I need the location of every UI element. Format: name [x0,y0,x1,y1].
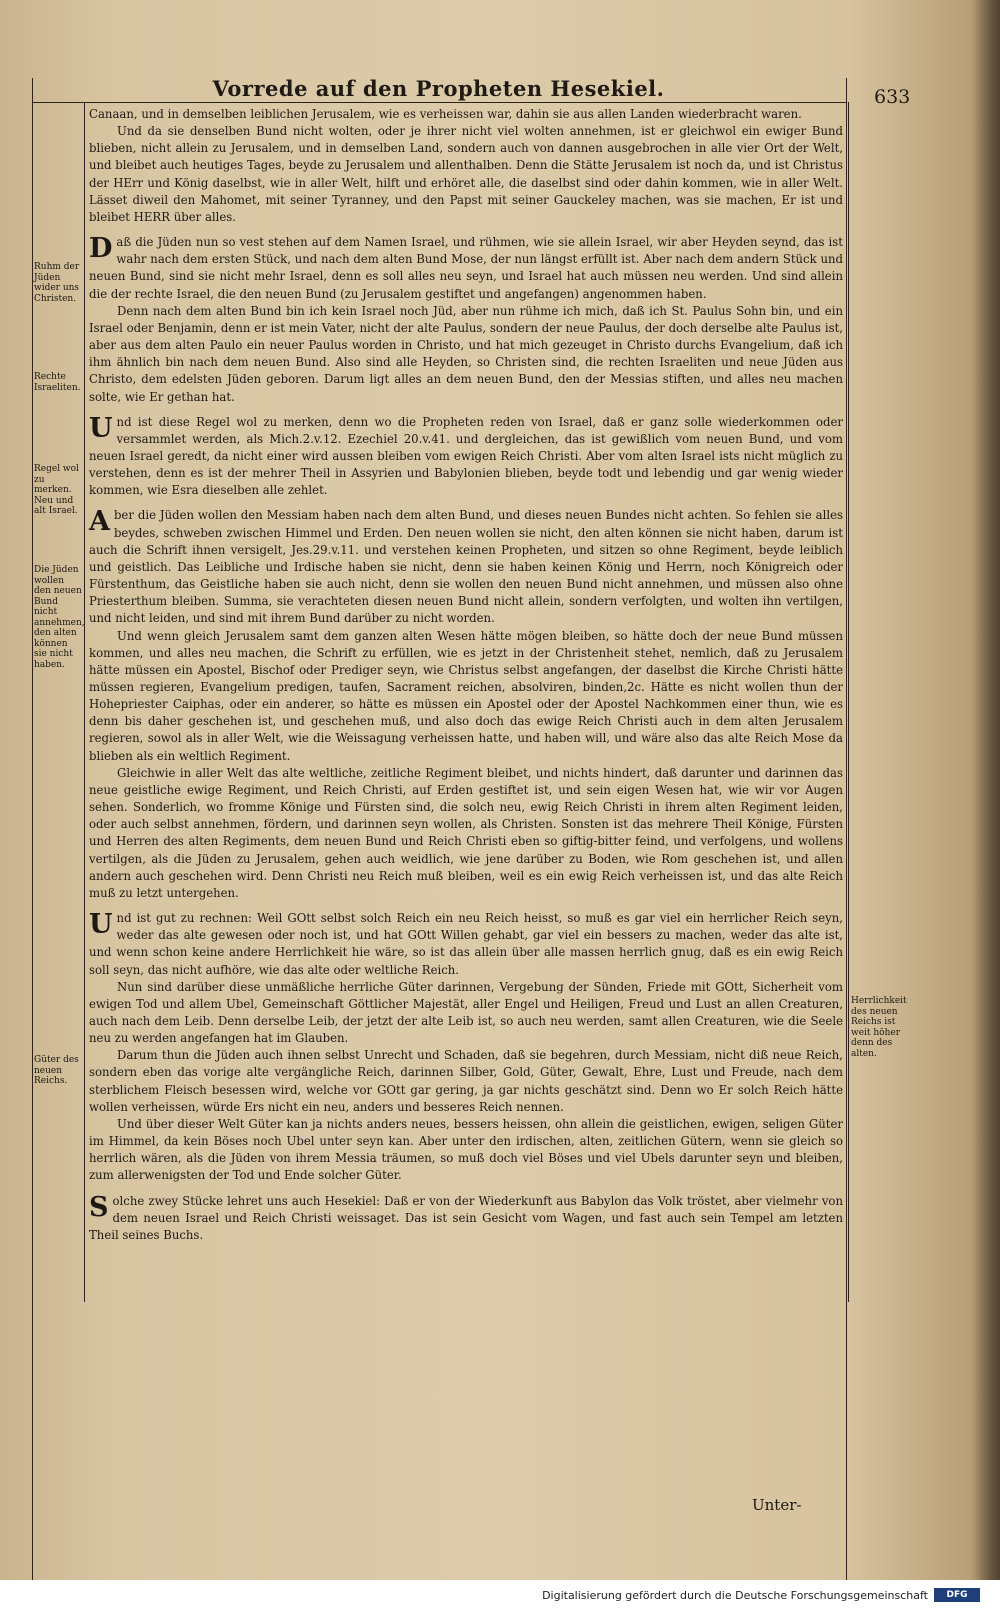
running-head: Vorrede auf den Propheten Hesekiel. [212,76,665,101]
paragraph: Aber die Jüden wollen den Messiam haben nach dem alten Bund, und dieses neuen Bundes nicht achten. So fehlen sie alles beydes, schweben zwischen Himmel und Erden. Den neuen wollen sie nicht, den alten können sie nicht haben, darum ist auch die Schrift ihnen versigelt, Jes.29.v.11. und verstehen keinen Propheten, und sitzen so ohne Regiment, beyde leiblich und geistlich. Das Leibliche und Irdische haben sie nicht, denn sie haben keinen König und Herrn, noch Königreich oder Fürstenthum, das Geistliche haben sie auch nicht, denn sie wollen den neuen Bund nicht annehmen, und müssen also ohne Priesterthum bleiben. Summa, sie verachteten diesen neuen Bund nicht allein, sondern verfolgten, und wolten ihn vertilgen, und nicht leiden, und sind mit ihrem Bund darüber zu nicht worden. [89,506,843,626]
dfg-logo-label: DFG [946,1590,968,1600]
paragraph: Und wenn gleich Jerusalem samt dem ganzen alten Wesen hätte mögen bleiben, so hätte doch der neue Bund müssen kommen, und alles neu machen, die Schrift zu erfüllen, wie es jetzt in der Christenheit stehet, nemlich, daß zu Jerusalem hätte müssen ein Apostel, Bischof oder Prediger seyn, wie Christus selbst angefangen, der daselbst die Kirche Christi hätte müssen regieren, Evangelium predigen, taufen, Sacrament reichen, absolviren, binden,2c. Hätte es nicht wollen thun der Hohepriester Caiphas, oder ein anderer, so hätte es müssen ein Apostel oder der Apostel Nachkommen einer thun, wie es denn bis daher geschehen ist, und geschehen muß, und also doch das ewige Reich Christi auch in dem alten Jerusalem regieren, sowol als in aller Welt, wie die Weissagung verheissen hatte, und haben will, und wäre also das alte Reich Mose da blieben als ein weltlich Regiment. [89,628,843,763]
paragraph: Und ist diese Regel wol zu merken, denn wo die Propheten reden von Israel, daß er ganz solle wiederkommen oder versammlet werden, als Mich.2.v.12. Ezechiel 20.v.41. und dergleichen, das ist gewißlich vom neuen Bund, und vom neuen Israel geredt, da nicht einer wird aussen bleiben vom ewigen Reich Christi. Aber vom alten Israel ists nicht müglich zu verstehen, denn es ist der mehrer Theil in Assyrien und Babylonien blieben, beyde todt und lebendig und gar wenig wieder kommen, wie Esra dieselben alle zehlet. [89,412,843,498]
digitization-footer [0,1580,1000,1609]
paragraph: Und da sie denselben Bund nicht wolten, oder je ihrer nicht viel wolten annehmen, ist er gleichwol ein ewiger Bund blieben, nicht allein zu Jerusalem, und in demselben Land, sondern auch von dannen ausgebrochen in alle vier Ort der Welt, und bleibet auch heutiges Tages, beyde zu Jerusalem und allenthalben. Denn die Stätte Jerusalem ist noch da, und ist Christus der HErr und König daselbst, wie in aller Welt, hilft und erhöret alle, die daselbst sind oder dahin kommen, wie in aller Welt. Lässet diweil den Mahomet, mit seiner Tyranney, und den Papst mit seiner Gauckeley machen, was sie machen, Er ist und bleibet HERR über alles. [89,124,843,224]
margin-note-right: Herrlichkeit des neuen Reichs ist weit höher denn des alten. [851,996,907,1059]
left-margin-rule [84,102,85,1302]
margin-note-left: Güter des neuen Reichs. [34,1055,79,1086]
paragraph: Nun sind darüber diese unmäßliche herrliche Güter darinnen, Vergebung der Sünden, Friede mit GOtt, Sicherheit vom ewigen Tod und allem Ubel, Gemeinschaft Göttlicher Majestät, aller Engel und Heiligen, Freud und Lust an allen Creaturen, auch nach dem Leib. Denn derselbe Leib, der jetzt der alte Leib ist, so auch neu werden, samt allen Creaturen, wie die Seele neu zu werden angefangen hat im Glauben. [89,979,843,1046]
paragraph: Daß die Jüden nun so vest stehen auf dem Namen Israel, und rühmen, wie sie allein Israel, wir aber Heyden seynd, das ist wahr nach dem ersten Stück, und nach dem alten Bund Mose, der nun längst erfüllt ist. Aber nach dem andern Stück und neuen Bund, sind sie nicht mehr Israel, denn es soll alles neu seyn, und Israel hat auch müssen neu werden. Und sind allein die der rechte Israel, die den neuen Bund (zu Jerusalem gestiftet und angefangen) angenommen haben. [89,233,843,301]
paragraph: Canaan, und in demselben leiblichen Jerusalem, wie es verheissen war, dahin sie aus allen Landen wiederbracht waren. [89,107,802,121]
margin-note-left: Rechte Israeliten. [34,372,81,393]
header-rule [32,102,846,103]
paragraph: Darum thun die Jüden auch ihnen selbst Unrecht und Schaden, daß sie begehren, durch Messiam, nicht diß neue Reich, sondern eben das vorige alte vergängliche Reich, darinnen Silber, Gold, Güter, Gewalt, Ehre, Lust und Freude, nach dem sterblichem Fleisch besessen wird, welche vor GOtt gar gering, ja gar nichts geschätzt sind. Denn wo Er solch Reich hätte wollen verheissen, würde Ers nicht ein neu, anders und besseres Reich nennen. [89,1048,843,1114]
catchword: Unter- [752,1496,802,1514]
paragraph: Und ist gut zu rechnen: Weil GOtt selbst solch Reich ein neu Reich heisst, so muß es gar viel ein herrlicher Reich seyn, weder das alte gewesen oder noch ist, und hat GOtt Willen gehabt, gar viel ein bessers zu machen, weder das alte ist, und wenn schon keine andere Herrlichkeit hie wäre, so ist das allein über alle massen herrlich gnug, daß es ein ewig Reich soll seyn, das nicht aufhöre, wie das alte oder weltliche Reich. [89,909,843,977]
paragraph: Gleichwie in aller Welt das alte weltliche, zeitliche Regiment bleibet, und nichts hindert, daß darunter und darinnen das neue geistliche ewige Regiment, und Reich Christi, auf Erden gestiftet ist, und sein eigen Wesen hat, wie wir vor Augen sehen. Sonderlich, wo fromme Könige und Fürsten sind, die solch neu, ewig Reich Christi in ihrem alten Regiment leiden, oder auch selbst annehmen, fördern, und darinnen seyn wollen, als Christen. Sonsten ist das mehrere Theil Könige, Fürsten und Herren des alten Regiments, dem neuen Bund und Reich Christi eben so giftig-bitter feind, und verfolgens, und wollens vertilgen, als die Jüden zu Jerusalem, gehen auch weidlich, wie jene darüber zu Boden, wie Rom geschehen ist, und allen andern auch geschehen wird. Denn Christi neu Reich muß bleiben, weil es ein ewig Reich verheissen ist, und das alte Reich muß zu letzt untergehen. [89,765,843,900]
margin-note-left: Die Jüden wollen den neuen Bund nicht annehmen, den alten können sie nicht haben. [34,565,85,670]
page-number: 633 [874,86,911,108]
right-margin-rule [848,102,849,1302]
footer-credit: Digitalisierung gefördert durch die Deutsche Forschungsgemeinschaft [542,1589,928,1602]
paragraph: Und über dieser Welt Güter kan ja nichts anders neues, bessers heissen, ohn allein die geistlichen, ewigen, seligen Güter im Himmel, da kein Böses noch Ubel unter seyn kan. Aber unter den irdischen, alten, zeitlichen Gütern, wenn sie gleich so herrlich wären, als die Jüden von ihrem Messia träumen, so muß doch viel Böses und viel Ubels darunter seyn und bleiben, zum allerwenigsten der Tod und Ende solcher Güter. [89,1116,843,1183]
margin-note-left: Regel wol zu merken. Neu und alt Israel. [34,464,79,516]
margin-note-left: Ruhm der Jüden wider uns Christen. [34,262,80,304]
paragraph: Denn nach dem alten Bund bin ich kein Israel noch Jüd, aber nun rühme ich mich, daß ich St. Paulus Sohn bin, und ein Israel oder Benjamin, denn er ist mein Vater, nicht der alte Paulus, sondern der neue Paulus, der doch derselbe alte Paulus ist, aber aus dem alten Paulo ein neuer Paulus worden in Christo, und hat mich gezeuget in Christo durchs Evangelium, daß ich ihm ähnlich bin nach dem neuen Bund. Also sind alle Heyden, so Christen sind, die rechten Israeliten und neue Jüden aus Christo, dem edelsten Jüden geboren. Darum ligt alles an dem neuen Bund, den der Messias stiften, und alles neu machen solte, wie Er gethan hat. [89,303,843,404]
paragraph: Solche zwey Stücke lehret uns auch Hesekiel: Daß er von der Wiederkunft aus Babylon das Volk tröstet, aber vielmehr von dem neuen Israel und Reich Christi weissaget. Das ist sein Gesicht vom Wagen, und fast auch sein Tempel am letzten Theil seines Buchs. [89,1191,843,1242]
body-text [89,106,843,1244]
